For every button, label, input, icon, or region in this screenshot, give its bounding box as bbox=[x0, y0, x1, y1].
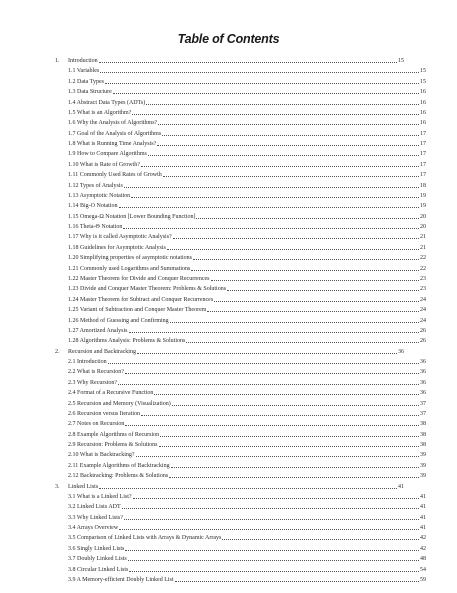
toc-section-entry[interactable] bbox=[68, 296, 426, 304]
dot-leader bbox=[148, 154, 419, 156]
toc-section-entry[interactable] bbox=[68, 431, 426, 439]
page-number: 15 bbox=[420, 68, 426, 75]
toc-section-entry[interactable] bbox=[68, 140, 426, 148]
dot-leader bbox=[169, 476, 419, 478]
dot-leader bbox=[158, 123, 419, 125]
toc-section-entry[interactable] bbox=[68, 358, 426, 366]
page-number: 17 bbox=[420, 151, 426, 158]
dot-leader bbox=[99, 487, 397, 489]
dot-leader bbox=[123, 227, 419, 229]
toc-section-entry[interactable] bbox=[68, 503, 426, 511]
dot-leader bbox=[157, 144, 419, 146]
entry-title: 1.8 What is Running Time Analysis? bbox=[68, 141, 157, 148]
toc-section-entry[interactable] bbox=[68, 202, 426, 210]
toc-section-entry[interactable] bbox=[68, 555, 426, 563]
dot-leader bbox=[141, 414, 419, 416]
page-number: 36 bbox=[420, 369, 426, 376]
entry-title: 2.1 Introduction bbox=[68, 359, 107, 366]
page-title: Table of Contents bbox=[177, 32, 280, 46]
entry-title: 1.9 How to Compare Algorithms bbox=[68, 151, 147, 158]
entry-title: 1.13 Asymptotic Notation bbox=[68, 192, 131, 199]
entry-title: 1.10 What is Rate of Growth? bbox=[68, 161, 140, 168]
dot-leader bbox=[129, 570, 419, 572]
entry-title: 2.5 Recursion and Memory (Visualization) bbox=[68, 400, 171, 407]
toc-section-entry[interactable] bbox=[68, 78, 426, 86]
entry-title: 1.1 Variables bbox=[68, 68, 100, 75]
dot-leader bbox=[186, 341, 419, 343]
toc-section-entry[interactable] bbox=[68, 545, 426, 553]
page-number: 38 bbox=[420, 421, 426, 428]
page-number: 41 bbox=[420, 514, 426, 521]
entry-title: 3.5 Comparison of Linked Lists with Arrays & Dynamic Arrays bbox=[68, 535, 222, 542]
toc-chapter-entry[interactable] bbox=[55, 348, 404, 356]
page-number: 24 bbox=[420, 296, 426, 303]
entry-title: 3.8 Circular Linked Lists bbox=[68, 566, 129, 573]
toc-section-entry[interactable] bbox=[68, 317, 426, 325]
toc-section-entry[interactable] bbox=[68, 119, 426, 127]
dot-leader bbox=[141, 165, 419, 167]
toc-section-entry[interactable] bbox=[68, 182, 426, 190]
page-number: 41 bbox=[420, 493, 426, 500]
entry-title: 1.6 Why the Analysis of Algorithms? bbox=[68, 120, 158, 127]
page-number: 18 bbox=[420, 182, 426, 189]
entry-title: 3.9 A Memory-efficient Doubly Linked List bbox=[68, 577, 174, 583]
page-number: 41 bbox=[420, 525, 426, 532]
page-number: 41 bbox=[420, 504, 426, 511]
entry-title: 2.4 Format of a Recursive Function bbox=[68, 390, 154, 397]
page-number: 36 bbox=[420, 379, 426, 386]
entry-title: 1.21 Commonly used Logarithms and Summations bbox=[68, 265, 191, 272]
entry-title: 2.6 Recursion versus Iteration bbox=[68, 410, 140, 417]
dot-leader bbox=[193, 258, 419, 260]
page-number: 16 bbox=[420, 120, 426, 127]
page-number: 16 bbox=[420, 99, 426, 106]
dot-leader bbox=[124, 518, 419, 520]
toc-section-entry[interactable] bbox=[68, 400, 426, 408]
chapter-number: 1. bbox=[55, 58, 60, 64]
dot-leader bbox=[167, 248, 419, 250]
page-number: 17 bbox=[420, 141, 426, 148]
page-number: 22 bbox=[420, 265, 426, 272]
dot-leader bbox=[211, 279, 419, 281]
page-number: 36 bbox=[420, 390, 426, 397]
dot-leader bbox=[136, 455, 419, 457]
entry-title: 1.23 Divide and Conquer Master Theorem: Problems & Solutions bbox=[68, 286, 227, 293]
page-number: 17 bbox=[420, 161, 426, 168]
toc-section-entry[interactable] bbox=[68, 306, 426, 314]
toc-section-entry[interactable] bbox=[68, 275, 426, 283]
entry-title: 1.27 Amortized Analysis bbox=[68, 327, 128, 334]
toc-section-entry[interactable] bbox=[68, 254, 426, 262]
dot-leader bbox=[125, 424, 419, 426]
entry-title: 3.3 Why Linked Lists? bbox=[68, 514, 123, 521]
toc-section-entry[interactable] bbox=[68, 233, 426, 241]
dot-leader bbox=[214, 300, 419, 302]
entry-title: 1.12 Types of Analysis bbox=[68, 182, 123, 189]
page-number: 42 bbox=[420, 535, 426, 542]
entry-title: 1.7 Goal of the Analysis of Algorithms bbox=[68, 130, 162, 137]
dot-leader bbox=[124, 186, 419, 188]
entry-title: 3.7 Doubly Linked Lists bbox=[68, 556, 127, 563]
toc-section-entry[interactable] bbox=[68, 410, 426, 418]
page-number: 59 bbox=[420, 577, 426, 583]
page-number: 36 bbox=[420, 359, 426, 366]
page-number: 39 bbox=[420, 462, 426, 469]
dot-leader bbox=[173, 237, 419, 239]
toc-section-entry[interactable] bbox=[68, 99, 426, 107]
toc-section-entry[interactable] bbox=[68, 244, 426, 252]
dot-leader bbox=[159, 445, 419, 447]
toc-section-entry[interactable] bbox=[68, 192, 426, 200]
dot-leader bbox=[105, 82, 419, 84]
page-number: 19 bbox=[420, 192, 426, 199]
chapter-number: 3. bbox=[55, 483, 60, 490]
dot-leader bbox=[131, 196, 419, 198]
dot-leader bbox=[171, 466, 419, 468]
page-number: 23 bbox=[420, 275, 426, 282]
entry-title: 2.2 What is Recursion? bbox=[68, 369, 124, 376]
dot-leader bbox=[137, 352, 397, 354]
entry-title: 2.12 Backtracking: Problems & Solutions bbox=[68, 473, 169, 480]
page-number: 21 bbox=[420, 234, 426, 241]
entry-title: 2.9 Recursion: Problems & Solutions bbox=[68, 442, 158, 449]
dot-leader bbox=[146, 103, 419, 105]
dot-leader bbox=[175, 580, 419, 582]
page-number: 26 bbox=[420, 327, 426, 334]
entry-title: Recursion and Backtracking bbox=[68, 348, 136, 355]
entry-title: 1.5 What is an Algorithm? bbox=[68, 109, 132, 116]
page-number: 15 bbox=[420, 78, 426, 85]
dot-leader bbox=[154, 393, 419, 395]
entry-title: 2.7 Notes on Recursion bbox=[68, 421, 125, 428]
dot-leader bbox=[222, 538, 419, 540]
chapter-number: 2. bbox=[55, 348, 60, 355]
toc-section-entry[interactable] bbox=[68, 441, 426, 449]
toc-chapter-entry[interactable] bbox=[55, 483, 404, 491]
toc-section-entry[interactable] bbox=[68, 514, 426, 522]
dot-leader bbox=[125, 372, 419, 374]
dot-leader bbox=[128, 559, 419, 561]
entry-title: Linked Lists bbox=[68, 483, 99, 490]
page-number: 38 bbox=[420, 442, 426, 449]
page-number: 54 bbox=[420, 566, 426, 573]
toc-section-entry[interactable] bbox=[68, 213, 426, 221]
entry-title: 2.8 Example Algorithms of Recursion bbox=[68, 431, 160, 438]
dot-leader bbox=[172, 404, 419, 406]
dot-leader bbox=[129, 331, 420, 333]
dot-leader bbox=[119, 206, 420, 208]
dot-leader bbox=[196, 217, 419, 219]
page-number: 23 bbox=[420, 286, 426, 293]
dot-leader bbox=[108, 362, 419, 364]
toc-section-entry[interactable] bbox=[68, 130, 426, 138]
entry-title: 1.4 Abstract Data Types (ADTs) bbox=[68, 99, 146, 106]
page-number: 19 bbox=[420, 203, 426, 210]
entry-title: Introduction bbox=[68, 58, 98, 64]
toc-section-entry[interactable] bbox=[68, 150, 426, 158]
dot-leader bbox=[122, 507, 419, 509]
entry-title: 3.2 Linked Lists ADT bbox=[68, 504, 121, 511]
toc-section-entry[interactable] bbox=[68, 88, 426, 96]
dot-leader bbox=[162, 134, 419, 136]
dot-leader bbox=[113, 92, 419, 94]
page-number: 20 bbox=[420, 224, 426, 231]
dot-leader bbox=[227, 289, 419, 291]
dot-leader bbox=[160, 435, 419, 437]
page-number: 17 bbox=[420, 130, 426, 137]
entry-title: 2.3 Why Recursion? bbox=[68, 379, 118, 386]
entry-title: 1.26 Method of Guessing and Confirming bbox=[68, 317, 169, 324]
dot-leader bbox=[119, 528, 419, 530]
toc-section-entry[interactable] bbox=[68, 472, 426, 480]
entry-title: 1.18 Guidelines for Asymptotic Analysis bbox=[68, 244, 166, 251]
entry-title: 1.16 Theta-Θ Notation bbox=[68, 224, 123, 231]
page-number: 15 bbox=[398, 58, 404, 64]
entry-title: 1.3 Data Structure bbox=[68, 89, 112, 96]
page-number: 20 bbox=[420, 213, 426, 220]
page-number: 21 bbox=[420, 244, 426, 251]
toc-section-entry[interactable] bbox=[68, 223, 426, 231]
dot-leader bbox=[207, 310, 419, 312]
entry-title: 1.14 Big-O Notation bbox=[68, 203, 118, 210]
toc-section-entry[interactable] bbox=[68, 109, 426, 117]
toc-section-entry[interactable] bbox=[68, 67, 426, 75]
toc-section-entry[interactable] bbox=[68, 265, 426, 273]
dot-leader bbox=[170, 321, 419, 323]
dot-leader bbox=[132, 113, 419, 115]
entry-title: 2.11 Example Algorithms of Backtracking bbox=[68, 462, 170, 469]
page-number: 24 bbox=[420, 307, 426, 314]
dot-leader bbox=[99, 61, 397, 63]
toc-section-entry[interactable] bbox=[68, 379, 426, 387]
entry-title: 1.25 Variant of Subtraction and Conquer Master Theorem bbox=[68, 307, 207, 314]
entry-title: 1.28 Algorithms Analysis: Problems & Solutions bbox=[68, 338, 186, 345]
dot-leader bbox=[125, 549, 419, 551]
page-number: 22 bbox=[420, 255, 426, 262]
page-number: 39 bbox=[420, 452, 426, 459]
page-number: 17 bbox=[420, 172, 426, 179]
toc-section-entry[interactable] bbox=[68, 493, 426, 501]
dot-leader bbox=[118, 383, 419, 385]
toc-section-entry[interactable] bbox=[68, 171, 426, 179]
toc-section-entry[interactable] bbox=[68, 389, 426, 397]
entry-title: 1.2 Data Types bbox=[68, 78, 104, 85]
dot-leader bbox=[191, 269, 419, 271]
page-number: 38 bbox=[420, 431, 426, 438]
page-number: 16 bbox=[420, 89, 426, 96]
entry-title: 3.1 What is a Linked List? bbox=[68, 493, 132, 500]
toc-section-entry[interactable] bbox=[68, 161, 426, 169]
page-number: 39 bbox=[420, 473, 426, 480]
toc-section-entry[interactable] bbox=[68, 420, 426, 428]
page-number: 37 bbox=[420, 400, 426, 407]
toc-section-entry[interactable] bbox=[68, 566, 426, 574]
dot-leader bbox=[163, 175, 419, 177]
toc-section-entry[interactable] bbox=[68, 524, 426, 532]
entry-title: 1.24 Master Theorem for Subtract and Conquer Recurrences bbox=[68, 296, 214, 303]
entry-title: 2.10 What is Backtracking? bbox=[68, 452, 135, 459]
entry-title: 1.22 Master Theorem for Divide and Conquer Recurrences bbox=[68, 275, 210, 282]
page-number: 26 bbox=[420, 338, 426, 345]
toc-section-entry[interactable] bbox=[68, 337, 426, 345]
page-number: 16 bbox=[420, 109, 426, 116]
toc-section-entry[interactable] bbox=[68, 534, 426, 542]
dot-leader bbox=[100, 71, 419, 73]
toc-section-entry[interactable] bbox=[68, 368, 426, 376]
entry-title: 1.11 Commonly Used Rates of Growth bbox=[68, 172, 162, 179]
entry-title: 3.4 Arrays Overview bbox=[68, 525, 119, 532]
page-number: 36 bbox=[398, 348, 404, 355]
entry-title: 3.6 Singly Linked Lists bbox=[68, 545, 125, 552]
toc-section-entry[interactable] bbox=[68, 451, 426, 459]
toc-chapter-entry[interactable] bbox=[55, 57, 404, 65]
toc-section-entry[interactable] bbox=[68, 285, 426, 293]
entry-title: 1.17 Why is it called Asymptotic Analysis? bbox=[68, 234, 172, 241]
page-number: 41 bbox=[398, 483, 404, 490]
entry-title: 1.15 Omega-Ω Notation [Lower Bounding Function] bbox=[68, 213, 196, 220]
page-number: 42 bbox=[420, 545, 426, 552]
toc-section-entry[interactable] bbox=[68, 576, 426, 584]
toc-section-entry[interactable] bbox=[68, 327, 426, 335]
page-number: 24 bbox=[420, 317, 426, 324]
page-number: 37 bbox=[420, 410, 426, 417]
entry-title: 1.20 Simplifying properties of asymptotic notations bbox=[68, 255, 192, 262]
toc-section-entry[interactable] bbox=[68, 462, 426, 470]
page-number: 48 bbox=[420, 556, 426, 563]
dot-leader bbox=[133, 497, 419, 499]
